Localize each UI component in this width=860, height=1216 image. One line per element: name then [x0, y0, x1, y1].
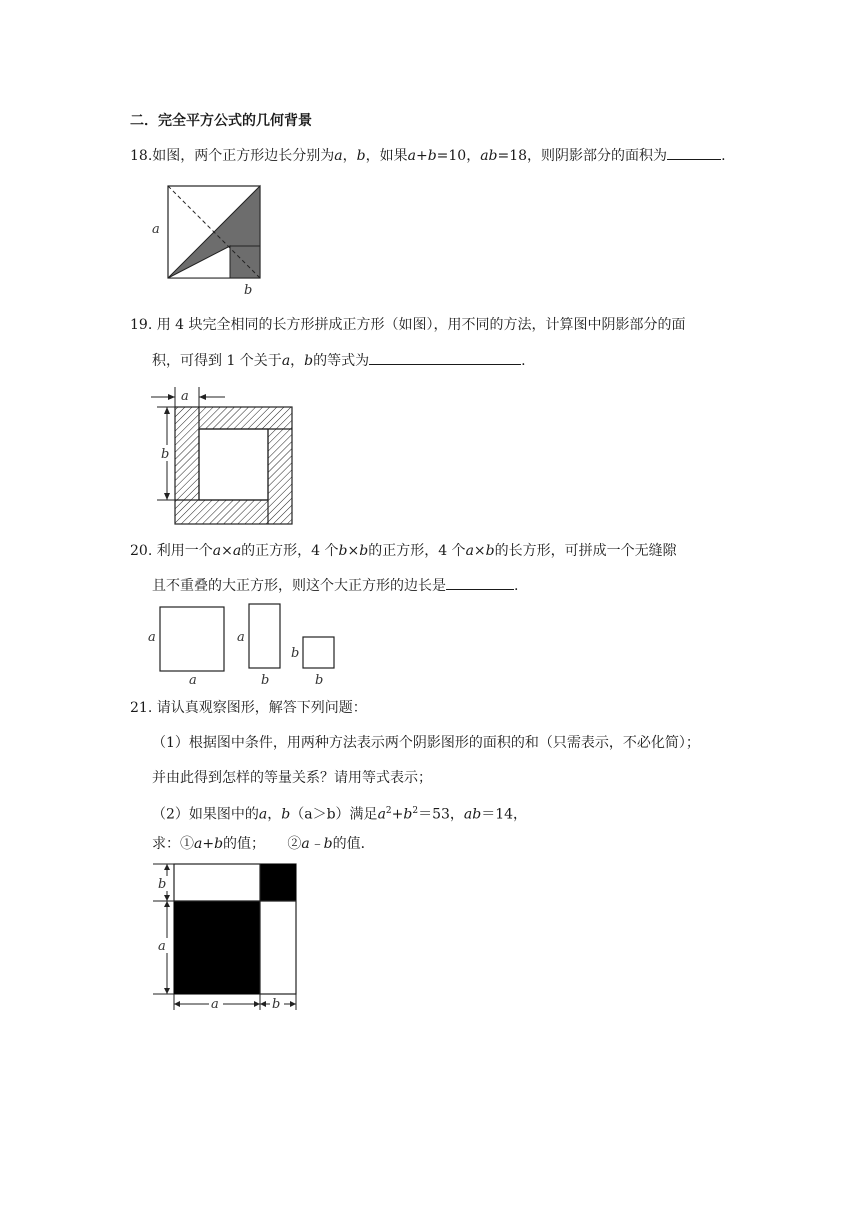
- question-21-part1: （1）根据图中条件，用两种方法表示两个阴影图形的面积的和（只需表示，不必化简）；: [152, 735, 700, 751]
- svg-text:b: b: [158, 877, 167, 892]
- shaded-square-a: [174, 901, 260, 994]
- shaded-square-b: [260, 864, 296, 901]
- small-square-shaded: [230, 246, 260, 278]
- svg-text:a: a: [211, 997, 219, 1012]
- question-20-line2: 且不重叠的大正方形，则这个大正方形的边长是 .: [152, 578, 519, 594]
- square-a: [160, 607, 224, 671]
- svg-text:a: a: [237, 630, 245, 645]
- rectangle-ab: [249, 604, 280, 668]
- question-21-part2: （2）如果图中的a，b（a＞b）满足$a^2+b^2=53$，ab＝14，: [152, 806, 528, 823]
- section-title: 二．完全平方公式的几何背景: [130, 113, 312, 129]
- answer-blank: [446, 577, 514, 590]
- question-21-intro: 21. 请认真观察图形，解答下列问题：: [130, 700, 367, 716]
- question-21-part3: 求：①a+b的值； ②a﹣b的值．: [152, 836, 375, 852]
- question-number: 19.: [130, 317, 153, 333]
- svg-text:a: a: [189, 673, 197, 688]
- svg-text:b: b: [272, 997, 281, 1012]
- question-number: 21.: [130, 700, 153, 716]
- svg-text:b: b: [291, 646, 300, 661]
- q21-figure: [145, 858, 310, 1018]
- label-b: b: [244, 283, 253, 298]
- question-18-text: 18.如图，两个正方形边长分别为a，b，如果a+b=10，ab=18，则阴影部分的面积为 .: [130, 148, 726, 164]
- question-number: 20.: [130, 543, 153, 559]
- question-19-line1: 19. 用 4 块完全相同的长方形拼成正方形（如图），用不同的方法，计算图中阴影部分的面: [130, 317, 686, 333]
- question-19-line2: 积，可得到 1 个关于a，b的等式为 .: [152, 353, 526, 369]
- svg-text:a: a: [148, 630, 156, 645]
- q18-figure: [148, 180, 268, 300]
- svg-text:b: b: [315, 673, 324, 688]
- question-20-line1: 20. 利用一个a×a的正方形，4 个b×b的正方形，4 个a×b的长方形，可拼成一个无缝隙: [130, 543, 677, 559]
- answer-blank: [369, 352, 521, 365]
- label-a: a: [152, 222, 160, 237]
- inner-square: [199, 429, 268, 500]
- svg-text:b: b: [261, 673, 270, 688]
- label-b: b: [161, 447, 170, 462]
- answer-blank: [667, 147, 721, 160]
- q20-figure: [145, 600, 345, 690]
- question-21-part1b: 并由此得到怎样的等量关系？请用等式表示；: [152, 770, 432, 786]
- question-number: 18.: [130, 148, 153, 164]
- label-a: a: [181, 389, 189, 404]
- q19-figure: [145, 383, 300, 528]
- svg-text:a: a: [158, 939, 166, 954]
- square-b: [303, 637, 334, 668]
